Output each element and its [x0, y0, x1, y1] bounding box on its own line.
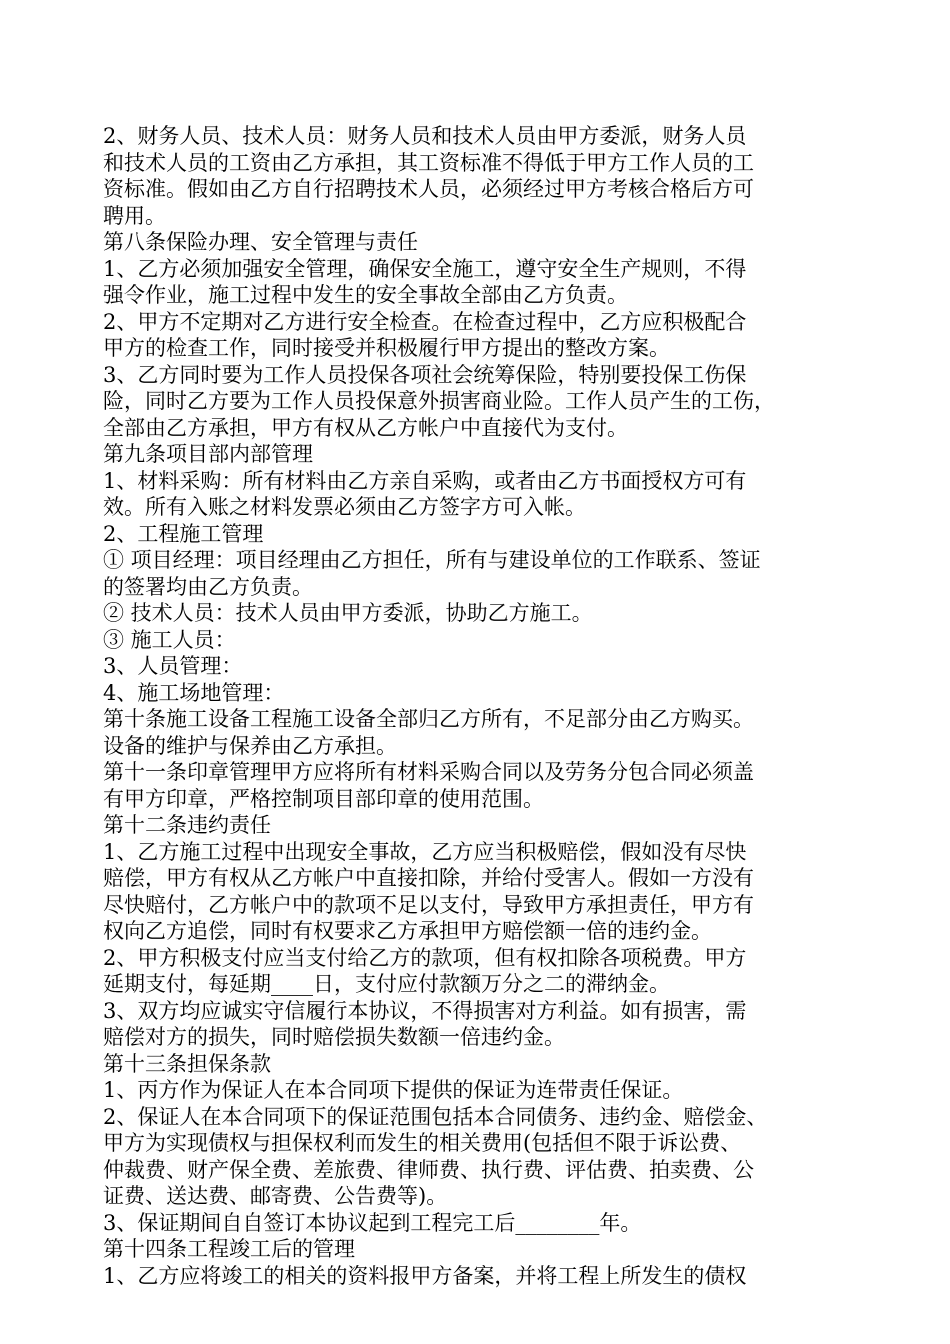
- text-line: 4、施工场地管理：: [103, 680, 285, 705]
- text-line: 第十四条工程竣工后的管理: [103, 1237, 355, 1261]
- text-line: 尽快赔付，乙方帐户中的款项不足以支付，导致甲方承担责任，甲方有: [103, 892, 754, 917]
- text-line: 第八条保险办理、安全管理与责任: [103, 230, 418, 254]
- text-line: 有甲方印章，严格控制项目部印章的使用范围。: [103, 786, 544, 811]
- text-line: 强令作业，施工过程中发生的安全事故全部由乙方负责。: [103, 283, 628, 307]
- text-line: 甲方为实现债权与担保权利而发生的相关费用(包括但不限于诉讼费、: [103, 1131, 742, 1155]
- text-line: 全部由乙方承担，甲方有权从乙方帐户中直接代为支付。: [103, 415, 628, 440]
- text-line: 3、双方均应诚实守信履行本协议，不得损害对方利益。如有损害，需: [103, 998, 747, 1023]
- text-line: 2、财务人员、技术人员：财务人员和技术人员由甲方委派，财务人员: [103, 124, 747, 148]
- text-line: ③ 施工人员：: [103, 627, 236, 652]
- text-line: 第九条项目部内部管理: [103, 442, 313, 466]
- document-body: [103, 123, 873, 1289]
- text-line: 延期支付，每延期____日，支付应付款额万分之二的滞纳金。: [103, 972, 670, 996]
- text-line: 第十二条违约责任: [103, 813, 271, 837]
- text-line: 仲裁费、财产保全费、差旅费、律师费、执行费、评估费、拍卖费、公: [103, 1157, 754, 1182]
- text-line: 3、保证期间自自签订本协议起到工程完工后________年。: [103, 1210, 642, 1235]
- text-line: ② 技术人员：技术人员由甲方委派，协助乙方施工。: [103, 601, 593, 625]
- text-line: 和技术人员的工资由乙方承担，其工资标准不得低于甲方工作人员的工: [103, 150, 754, 175]
- text-line: 1、乙方必须加强安全管理，确保安全施工，遵守安全生产规则，不得: [103, 256, 747, 281]
- text-line: 1、丙方作为保证人在本合同项下提供的保证为连带责任保证。: [103, 1078, 684, 1102]
- text-line: 资标准。假如由乙方自行招聘技术人员，必须经过甲方考核合格后方可: [103, 177, 754, 201]
- text-line: 的签署均由乙方负责。: [103, 574, 313, 599]
- text-line: 险，同时乙方要为工作人员投保意外损害商业险。工作人员产生的工伤，: [103, 389, 775, 413]
- text-line: 3、乙方同时要为工作人员投保各项社会统筹保险，特别要投保工伤保: [103, 362, 747, 387]
- text-line: 第十条施工设备工程施工设备全部归乙方所有，不足部分由乙方购买。: [103, 707, 754, 731]
- text-line: 1、乙方应将竣工的相关的资料报甲方备案，并将工程上所发生的债权: [103, 1263, 747, 1288]
- text-line: 1、材料采购：所有材料由乙方亲自采购，或者由乙方书面授权方可有: [103, 468, 747, 493]
- text-line: 甲方的检查工作，同时接受并积极履行甲方提出的整改方案。: [103, 336, 670, 360]
- text-line: 证费、送达费、邮寄费、公告费等)。: [103, 1184, 448, 1208]
- text-line: 2、工程施工管理: [103, 521, 264, 546]
- text-line: 3、人员管理：: [103, 654, 243, 678]
- text-line: 权向乙方追偿，同时有权要求乙方承担甲方赔偿额一倍的违约金。: [103, 919, 712, 943]
- text-line: 2、甲方积极支付应当支付给乙方的款项，但有权扣除各项税费。甲方: [103, 945, 747, 970]
- text-line: 2、保证人在本合同项下的保证范围包括本合同债务、违约金、赔偿金、: [103, 1104, 768, 1129]
- text-line: 赔偿对方的损失，同时赔偿损失数额一倍违约金。: [103, 1025, 565, 1049]
- text-line: ① 项目经理：项目经理由乙方担任，所有与建设单位的工作联系、签证: [103, 548, 761, 572]
- text-line: 设备的维护与保养由乙方承担。: [103, 733, 397, 758]
- text-line: 1、乙方施工过程中出现安全事故，乙方应当积极赔偿，假如没有尽快: [103, 839, 747, 864]
- text-line: 赔偿，甲方有权从乙方帐户中直接扣除，并给付受害人。假如一方没有: [103, 866, 754, 890]
- text-line: 聘用。: [103, 203, 166, 228]
- text-line: 2、甲方不定期对乙方进行安全检查。在检查过程中，乙方应积极配合: [103, 309, 747, 334]
- text-line: 第十三条担保条款: [103, 1051, 271, 1076]
- text-line: 第十一条印章管理甲方应将所有材料采购合同以及劳务分包合同必须盖: [103, 760, 754, 784]
- text-line: 效。所有入账之材料发票必须由乙方签字方可入帐。: [103, 495, 586, 519]
